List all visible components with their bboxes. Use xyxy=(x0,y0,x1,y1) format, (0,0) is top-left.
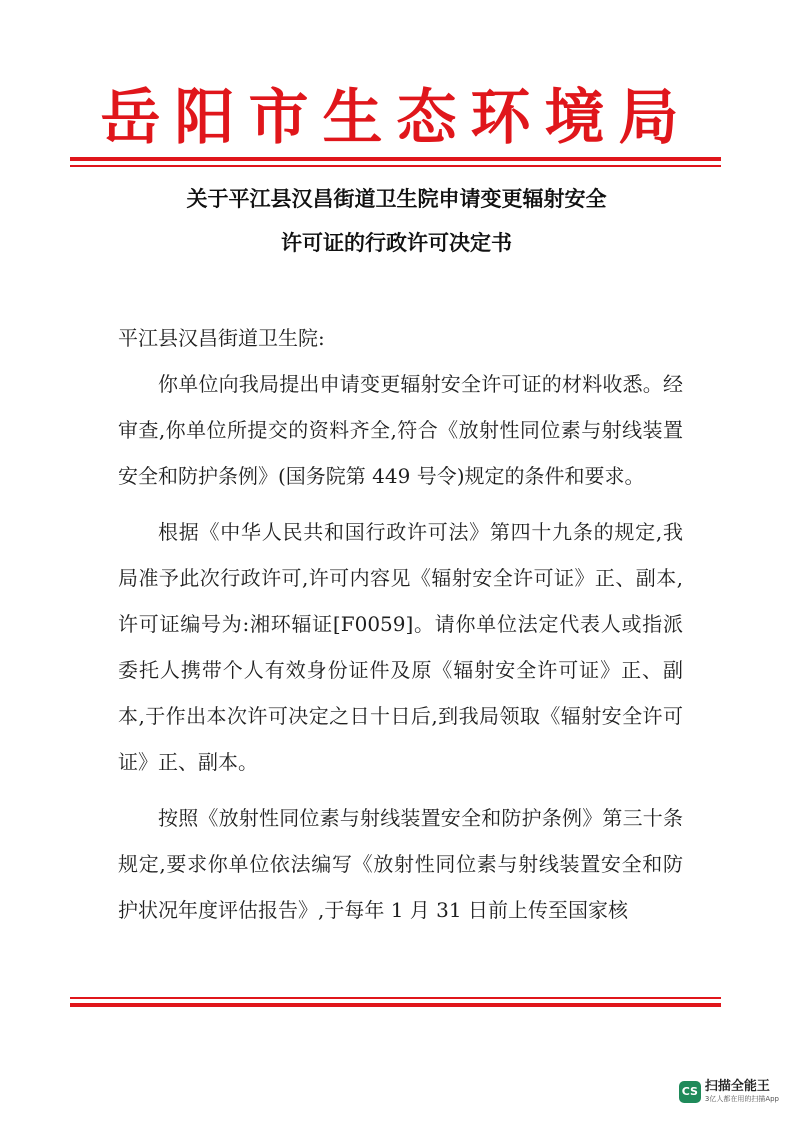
paragraph-3: 按照《放射性同位素与射线装置安全和防护条例》第三十条规定,要求你单位依法编写《放射性同位素与射线装置安全和防护状况年度评估报告》,于每年 1 月 31 日前上传至国家核 xyxy=(118,806,683,922)
watermark-tagline: 3亿人都在用的扫描App xyxy=(704,1095,779,1103)
scanner-watermark xyxy=(679,1080,779,1103)
document-title-line1: 关于平江县汉昌街道卫生院申请变更辐射安全 xyxy=(186,186,607,211)
paragraph-2: 根据《中华人民共和国行政许可法》第四十九条的规定,我局准予此次行政许可,许可内容见《辐射安全许可证》正、副本,许可证编号为:湘环辐证[F0059]。请你单位法定代表人或指派委托人携带个人有效身份证件及原《辐射安全许可证》正、副本,于作出本次许可决定之日十日后,到我局领取《辐射安全许可证》正、副本。 xyxy=(118,520,683,774)
agency-header: 岳阳市生态环境局 xyxy=(100,83,693,153)
document-body xyxy=(118,315,683,943)
footer-rule-thick xyxy=(70,1003,721,1007)
header-rule-thick xyxy=(70,157,721,161)
paragraph-1: 你单位向我局提出申请变更辐射安全许可证的材料收悉。经审查,你单位所提交的资料齐全,符合《放射性同位素与射线装置安全和防护条例》(国务院第 449 号令)规定的条件和要求。 xyxy=(118,372,683,488)
header-rule-thin xyxy=(70,165,721,167)
watermark-text xyxy=(705,1080,779,1103)
document-title-line2: 许可证的行政许可决定书 xyxy=(281,230,512,255)
watermark-name: 扫描全能王 xyxy=(704,1079,770,1094)
footer-rule-thin xyxy=(70,997,721,999)
camscanner-logo-icon: CS xyxy=(679,1081,701,1103)
salutation: 平江县汉昌街道卫生院: xyxy=(118,326,325,350)
